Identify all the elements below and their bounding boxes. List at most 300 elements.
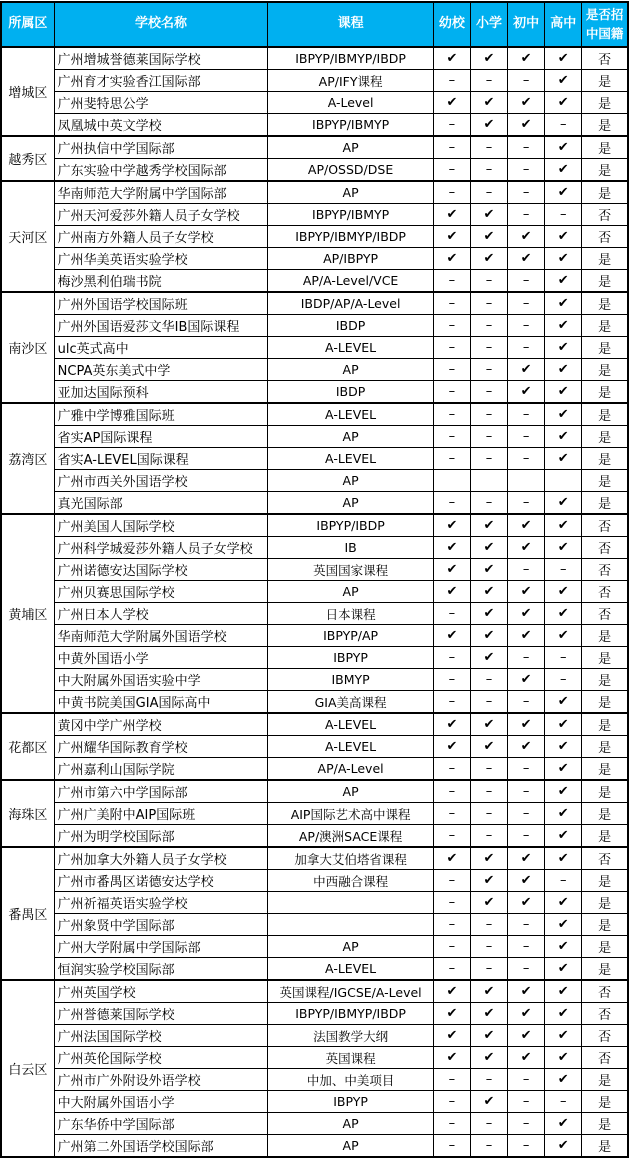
level-cell-junior-high: – [508, 1135, 545, 1158]
chinese-admission-cell: 是 [582, 70, 628, 92]
chinese-admission-cell: 否 [582, 204, 628, 226]
level-cell-primary: – [470, 136, 507, 159]
level-cell-kindergarten: – [433, 892, 470, 914]
level-cell-kindergarten: – [433, 70, 470, 92]
course-cell: AP [268, 1113, 434, 1135]
table-row [1, 1135, 628, 1158]
header-chinese-admission: 是否招中国籍 [582, 2, 628, 47]
chinese-admission-cell: 是 [582, 403, 628, 426]
level-cell-senior-high: ✔ [545, 159, 582, 182]
school-name-cell: 广州象贤中学国际部 [54, 914, 268, 936]
level-cell-kindergarten: – [433, 292, 470, 315]
level-cell-senior-high: ✔ [545, 1069, 582, 1091]
level-cell-senior-high: ✔ [545, 47, 582, 70]
level-cell-senior-high: ✔ [545, 780, 582, 803]
course-cell: AP/OSSD/DSE [268, 159, 434, 182]
table-row [1, 1003, 628, 1025]
level-cell-junior-high: – [508, 70, 545, 92]
level-cell-junior-high: ✔ [508, 1025, 545, 1047]
table-row [1, 581, 628, 603]
course-cell: AP/IFY课程 [268, 70, 434, 92]
level-cell-kindergarten: – [433, 691, 470, 714]
level-cell-senior-high: – [545, 204, 582, 226]
chinese-admission-cell: 是 [582, 270, 628, 293]
course-cell: AP [268, 780, 434, 803]
table-row [1, 337, 628, 359]
level-cell-senior-high: ✔ [545, 581, 582, 603]
level-cell-primary: – [470, 780, 507, 803]
level-cell-kindergarten: – [433, 337, 470, 359]
level-cell-kindergarten: ✔ [433, 537, 470, 559]
level-cell-kindergarten: – [433, 758, 470, 781]
level-cell-senior-high: ✔ [545, 403, 582, 426]
school-name-cell: 中大附属外国语实验中学 [54, 669, 268, 691]
level-cell-primary: – [470, 803, 507, 825]
level-cell-primary: – [470, 181, 507, 204]
level-cell-primary: – [470, 270, 507, 293]
chinese-admission-cell: 是 [582, 1091, 628, 1113]
level-cell-senior-high: ✔ [545, 603, 582, 625]
level-cell-senior-high: ✔ [545, 847, 582, 870]
table-row [1, 248, 628, 270]
level-cell-senior-high: ✔ [545, 315, 582, 337]
table-row [1, 492, 628, 515]
course-cell: AP/A-Level/VCE [268, 270, 434, 293]
table-row [1, 92, 628, 114]
level-cell-primary: – [470, 958, 507, 981]
level-cell-primary: ✔ [470, 1003, 507, 1025]
district-cell: 白云区 [1, 980, 54, 1157]
level-cell-primary: ✔ [470, 1091, 507, 1113]
level-cell-junior-high: – [508, 936, 545, 958]
chinese-admission-cell: 否 [582, 559, 628, 581]
level-cell-senior-high: – [545, 647, 582, 669]
school-name-cell: 省实AP国际课程 [54, 426, 268, 448]
level-cell-primary: – [470, 337, 507, 359]
school-name-cell: 广州科学城爱莎外籍人员子女学校 [54, 537, 268, 559]
school-name-cell: 广州日本人学校 [54, 603, 268, 625]
school-name-cell: 广州为明学校国际部 [54, 825, 268, 848]
level-cell-kindergarten: – [433, 936, 470, 958]
level-cell-senior-high: ✔ [545, 914, 582, 936]
level-cell-junior-high: ✔ [508, 248, 545, 270]
level-cell-senior-high: ✔ [545, 1113, 582, 1135]
level-cell-senior-high: ✔ [545, 980, 582, 1003]
level-cell-primary: – [470, 403, 507, 426]
level-cell-kindergarten: ✔ [433, 1047, 470, 1069]
course-cell: 加拿大艾伯塔省课程 [268, 847, 434, 870]
table-row [1, 136, 628, 159]
level-cell-kindergarten: ✔ [433, 713, 470, 736]
chinese-admission-cell: 是 [582, 892, 628, 914]
school-name-cell: 真光国际部 [54, 492, 268, 515]
chinese-admission-cell: 否 [582, 514, 628, 537]
level-cell-junior-high: – [508, 914, 545, 936]
level-cell-primary: ✔ [470, 92, 507, 114]
level-cell-junior-high: ✔ [508, 713, 545, 736]
level-cell-primary: – [470, 758, 507, 781]
level-cell-kindergarten: – [433, 870, 470, 892]
chinese-admission-cell: 否 [582, 980, 628, 1003]
course-cell [268, 892, 434, 914]
table-row [1, 603, 628, 625]
table-body [1, 47, 628, 1157]
level-cell-senior-high: ✔ [545, 625, 582, 647]
course-cell: GIA美高课程 [268, 691, 434, 714]
school-name-cell: 广州市广外附设外语学校 [54, 1069, 268, 1091]
level-cell-junior-high: – [508, 1091, 545, 1113]
table-row [1, 736, 628, 758]
table-row [1, 426, 628, 448]
course-cell: AP [268, 1135, 434, 1158]
school-name-cell: 广州祈福英语实验学校 [54, 892, 268, 914]
chinese-admission-cell: 是 [582, 736, 628, 758]
chinese-admission-cell: 是 [582, 669, 628, 691]
level-cell-senior-high: – [545, 114, 582, 137]
level-cell-senior-high: ✔ [545, 736, 582, 758]
level-cell-primary: ✔ [470, 114, 507, 137]
course-cell: AIP国际艺术高中课程 [268, 803, 434, 825]
level-cell-junior-high: – [508, 448, 545, 470]
level-cell-primary: ✔ [470, 892, 507, 914]
table-row [1, 847, 628, 870]
level-cell-primary: – [470, 381, 507, 404]
chinese-admission-cell: 是 [582, 315, 628, 337]
level-cell-kindergarten: – [433, 669, 470, 691]
level-cell-primary: ✔ [470, 1025, 507, 1047]
school-name-cell: 广州英伦国际学校 [54, 1047, 268, 1069]
chinese-admission-cell: 是 [582, 470, 628, 492]
level-cell-kindergarten: ✔ [433, 581, 470, 603]
chinese-admission-cell: 否 [582, 1003, 628, 1025]
level-cell-senior-high: ✔ [545, 248, 582, 270]
district-cell: 荔湾区 [1, 403, 54, 514]
district-cell: 黄埔区 [1, 514, 54, 713]
level-cell-kindergarten: ✔ [433, 736, 470, 758]
school-name-cell: 恒润实验学校国际部 [54, 958, 268, 981]
level-cell-primary: – [470, 448, 507, 470]
level-cell-junior-high: ✔ [508, 625, 545, 647]
chinese-admission-cell: 是 [582, 758, 628, 781]
course-cell: 英国课程/IGCSE/A-Level [268, 980, 434, 1003]
school-name-cell: ulc英式高中 [54, 337, 268, 359]
table-row [1, 159, 628, 182]
course-cell: AP [268, 181, 434, 204]
level-cell-primary: ✔ [470, 980, 507, 1003]
level-cell-primary: ✔ [470, 537, 507, 559]
level-cell-junior-high: – [508, 337, 545, 359]
level-cell-junior-high [508, 470, 545, 492]
level-cell-junior-high: ✔ [508, 581, 545, 603]
course-cell: 法国教学大纲 [268, 1025, 434, 1047]
level-cell-kindergarten: ✔ [433, 625, 470, 647]
level-cell-kindergarten: – [433, 359, 470, 381]
table-row [1, 470, 628, 492]
school-name-cell: 广州外国语爱莎文华IB国际课程 [54, 315, 268, 337]
table-row [1, 70, 628, 92]
level-cell-kindergarten: – [433, 448, 470, 470]
table-row [1, 758, 628, 781]
course-cell: IB [268, 537, 434, 559]
chinese-admission-cell: 是 [582, 1069, 628, 1091]
chinese-admission-cell: 是 [582, 337, 628, 359]
level-cell-senior-high: ✔ [545, 381, 582, 404]
school-name-cell: 华南师范大学附属外国语学校 [54, 625, 268, 647]
chinese-admission-cell: 否 [582, 47, 628, 70]
level-cell-junior-high: – [508, 1113, 545, 1135]
level-cell-primary: ✔ [470, 870, 507, 892]
school-name-cell: 广州市西关外国语学校 [54, 470, 268, 492]
level-cell-junior-high: – [508, 758, 545, 781]
chinese-admission-cell: 是 [582, 958, 628, 981]
school-name-cell: 广州第二外国语学校国际部 [54, 1135, 268, 1158]
chinese-admission-cell: 是 [582, 448, 628, 470]
school-name-cell: 省实A-LEVEL国际课程 [54, 448, 268, 470]
level-cell-primary: – [470, 1135, 507, 1158]
level-cell-primary: ✔ [470, 226, 507, 248]
header-junior-high: 初中 [508, 2, 545, 47]
chinese-admission-cell: 是 [582, 136, 628, 159]
course-cell: IBDP [268, 315, 434, 337]
table-row [1, 825, 628, 848]
table-row [1, 713, 628, 736]
school-name-cell: 广州南方外籍人员子女学校 [54, 226, 268, 248]
course-cell: 英国国家课程 [268, 559, 434, 581]
course-cell: IBPYP/AP [268, 625, 434, 647]
level-cell-junior-high: – [508, 181, 545, 204]
chinese-admission-cell: 是 [582, 647, 628, 669]
school-name-cell: 广州华美英语实验学校 [54, 248, 268, 270]
level-cell-primary: – [470, 691, 507, 714]
level-cell-senior-high: ✔ [545, 803, 582, 825]
level-cell-kindergarten: ✔ [433, 1003, 470, 1025]
school-name-cell: NCPA英东美式中学 [54, 359, 268, 381]
level-cell-junior-high: ✔ [508, 603, 545, 625]
level-cell-primary: – [470, 492, 507, 515]
level-cell-kindergarten: – [433, 136, 470, 159]
level-cell-senior-high: ✔ [545, 448, 582, 470]
table-row [1, 559, 628, 581]
chinese-admission-cell: 是 [582, 691, 628, 714]
chinese-admission-cell: 是 [582, 181, 628, 204]
level-cell-junior-high: – [508, 559, 545, 581]
chinese-admission-cell: 否 [582, 1025, 628, 1047]
level-cell-primary: – [470, 669, 507, 691]
course-cell: A-LEVEL [268, 958, 434, 981]
header-school-name: 学校名称 [54, 2, 268, 47]
course-cell: A-LEVEL [268, 448, 434, 470]
chinese-admission-cell: 是 [582, 248, 628, 270]
level-cell-kindergarten: – [433, 181, 470, 204]
chinese-admission-cell: 否 [582, 581, 628, 603]
course-cell: IBPYP [268, 1091, 434, 1113]
level-cell-junior-high: ✔ [508, 359, 545, 381]
table-row [1, 936, 628, 958]
school-name-cell: 广州大学附属中学国际部 [54, 936, 268, 958]
course-cell: AP [268, 936, 434, 958]
level-cell-junior-high: ✔ [508, 226, 545, 248]
chinese-admission-cell: 否 [582, 1047, 628, 1069]
level-cell-kindergarten: – [433, 780, 470, 803]
table-row [1, 669, 628, 691]
level-cell-junior-high: ✔ [508, 537, 545, 559]
level-cell-senior-high: ✔ [545, 758, 582, 781]
table-row [1, 114, 628, 137]
level-cell-kindergarten: – [433, 114, 470, 137]
table-row [1, 914, 628, 936]
course-cell: AP [268, 136, 434, 159]
school-name-cell: 广州天河爱莎外籍人员子女学校 [54, 204, 268, 226]
level-cell-primary: – [470, 1069, 507, 1091]
chinese-admission-cell: 否 [582, 847, 628, 870]
level-cell-primary: – [470, 292, 507, 315]
level-cell-kindergarten: – [433, 159, 470, 182]
school-name-cell: 广州增城誉德莱国际学校 [54, 47, 268, 70]
level-cell-senior-high: ✔ [545, 70, 582, 92]
level-cell-senior-high: ✔ [545, 292, 582, 315]
level-cell-senior-high: ✔ [545, 181, 582, 204]
level-cell-senior-high: ✔ [545, 691, 582, 714]
chinese-admission-cell: 是 [582, 92, 628, 114]
level-cell-kindergarten: ✔ [433, 92, 470, 114]
school-name-cell: 广东华侨中学国际部 [54, 1113, 268, 1135]
school-name-cell: 广东实验中学越秀学校国际部 [54, 159, 268, 182]
course-cell: IBMYP [268, 669, 434, 691]
level-cell-primary: ✔ [470, 736, 507, 758]
chinese-admission-cell: 是 [582, 159, 628, 182]
school-name-cell: 亚加达国际预科 [54, 381, 268, 404]
table-row [1, 537, 628, 559]
level-cell-primary: ✔ [470, 713, 507, 736]
level-cell-kindergarten: ✔ [433, 226, 470, 248]
level-cell-kindergarten: – [433, 1135, 470, 1158]
course-cell: IBPYP/IBMYP/IBDP [268, 1003, 434, 1025]
table-row [1, 514, 628, 537]
school-name-cell: 华南师范大学附属中学国际部 [54, 181, 268, 204]
table-row [1, 292, 628, 315]
header-kindergarten: 幼校 [433, 2, 470, 47]
level-cell-kindergarten: – [433, 1113, 470, 1135]
course-cell: AP/澳洲SACE课程 [268, 825, 434, 848]
school-name-cell: 广州嘉利山国际学院 [54, 758, 268, 781]
chinese-admission-cell: 是 [582, 870, 628, 892]
level-cell-kindergarten: ✔ [433, 514, 470, 537]
school-name-cell: 广州市番禺区诺德安达学校 [54, 870, 268, 892]
level-cell-junior-high: ✔ [508, 669, 545, 691]
course-cell: A-LEVEL [268, 713, 434, 736]
level-cell-kindergarten: ✔ [433, 980, 470, 1003]
course-cell: A-LEVEL [268, 337, 434, 359]
table-row [1, 270, 628, 293]
level-cell-senior-high: ✔ [545, 1047, 582, 1069]
district-cell: 天河区 [1, 181, 54, 292]
school-name-cell: 广州英国学校 [54, 980, 268, 1003]
level-cell-senior-high: ✔ [545, 936, 582, 958]
level-cell-senior-high: ✔ [545, 1003, 582, 1025]
district-cell: 南沙区 [1, 292, 54, 403]
level-cell-kindergarten: – [433, 403, 470, 426]
level-cell-junior-high: – [508, 803, 545, 825]
district-cell: 增城区 [1, 47, 54, 136]
table-row [1, 958, 628, 981]
header-row [1, 2, 628, 47]
course-cell: 中加、中美项目 [268, 1069, 434, 1091]
level-cell-kindergarten: – [433, 315, 470, 337]
level-cell-kindergarten: – [433, 270, 470, 293]
chinese-admission-cell: 是 [582, 936, 628, 958]
table-row [1, 870, 628, 892]
level-cell-junior-high: – [508, 1069, 545, 1091]
level-cell-senior-high: – [545, 669, 582, 691]
course-cell: IBDP/AP/A-Level [268, 292, 434, 315]
course-cell: IBDP [268, 381, 434, 404]
table-row [1, 381, 628, 404]
level-cell-junior-high: ✔ [508, 1047, 545, 1069]
level-cell-primary: ✔ [470, 204, 507, 226]
school-name-cell: 广州斐特思公学 [54, 92, 268, 114]
level-cell-junior-high: – [508, 315, 545, 337]
school-name-cell: 广州加拿大外籍人员子女学校 [54, 847, 268, 870]
table-row [1, 892, 628, 914]
level-cell-primary: – [470, 426, 507, 448]
level-cell-primary: ✔ [470, 647, 507, 669]
chinese-admission-cell: 是 [582, 426, 628, 448]
level-cell-kindergarten: ✔ [433, 248, 470, 270]
chinese-admission-cell: 是 [582, 625, 628, 647]
level-cell-junior-high: – [508, 647, 545, 669]
table-row [1, 647, 628, 669]
school-name-cell: 广雅中学博雅国际班 [54, 403, 268, 426]
level-cell-junior-high: – [508, 270, 545, 293]
course-cell: 日本课程 [268, 603, 434, 625]
level-cell-senior-high [545, 470, 582, 492]
course-cell: AP/IBPYP [268, 248, 434, 270]
course-cell: AP [268, 492, 434, 515]
level-cell-junior-high: – [508, 204, 545, 226]
level-cell-kindergarten: – [433, 914, 470, 936]
table-row [1, 1069, 628, 1091]
chinese-admission-cell: 否 [582, 226, 628, 248]
school-name-cell: 中大附属外国语小学 [54, 1091, 268, 1113]
chinese-admission-cell: 是 [582, 114, 628, 137]
level-cell-junior-high: ✔ [508, 892, 545, 914]
level-cell-primary: ✔ [470, 581, 507, 603]
header-district: 所属区 [1, 2, 54, 47]
chinese-admission-cell: 否 [582, 537, 628, 559]
course-cell: AP [268, 470, 434, 492]
chinese-admission-cell: 是 [582, 780, 628, 803]
school-name-cell: 广州广美附中AIP国际班 [54, 803, 268, 825]
header-senior-high: 高中 [545, 2, 582, 47]
header-course: 课程 [268, 2, 434, 47]
level-cell-primary: – [470, 825, 507, 848]
table-row [1, 204, 628, 226]
level-cell-senior-high: ✔ [545, 359, 582, 381]
level-cell-kindergarten: ✔ [433, 204, 470, 226]
level-cell-primary: – [470, 359, 507, 381]
level-cell-primary: ✔ [470, 603, 507, 625]
table-row [1, 803, 628, 825]
course-cell [268, 914, 434, 936]
table-row [1, 448, 628, 470]
school-name-cell: 广州誉德莱国际学校 [54, 1003, 268, 1025]
level-cell-senior-high: ✔ [545, 514, 582, 537]
table-row [1, 780, 628, 803]
level-cell-primary [470, 470, 507, 492]
course-cell: 英国课程 [268, 1047, 434, 1069]
chinese-admission-cell: 是 [582, 381, 628, 404]
course-cell: IBPYP [268, 647, 434, 669]
